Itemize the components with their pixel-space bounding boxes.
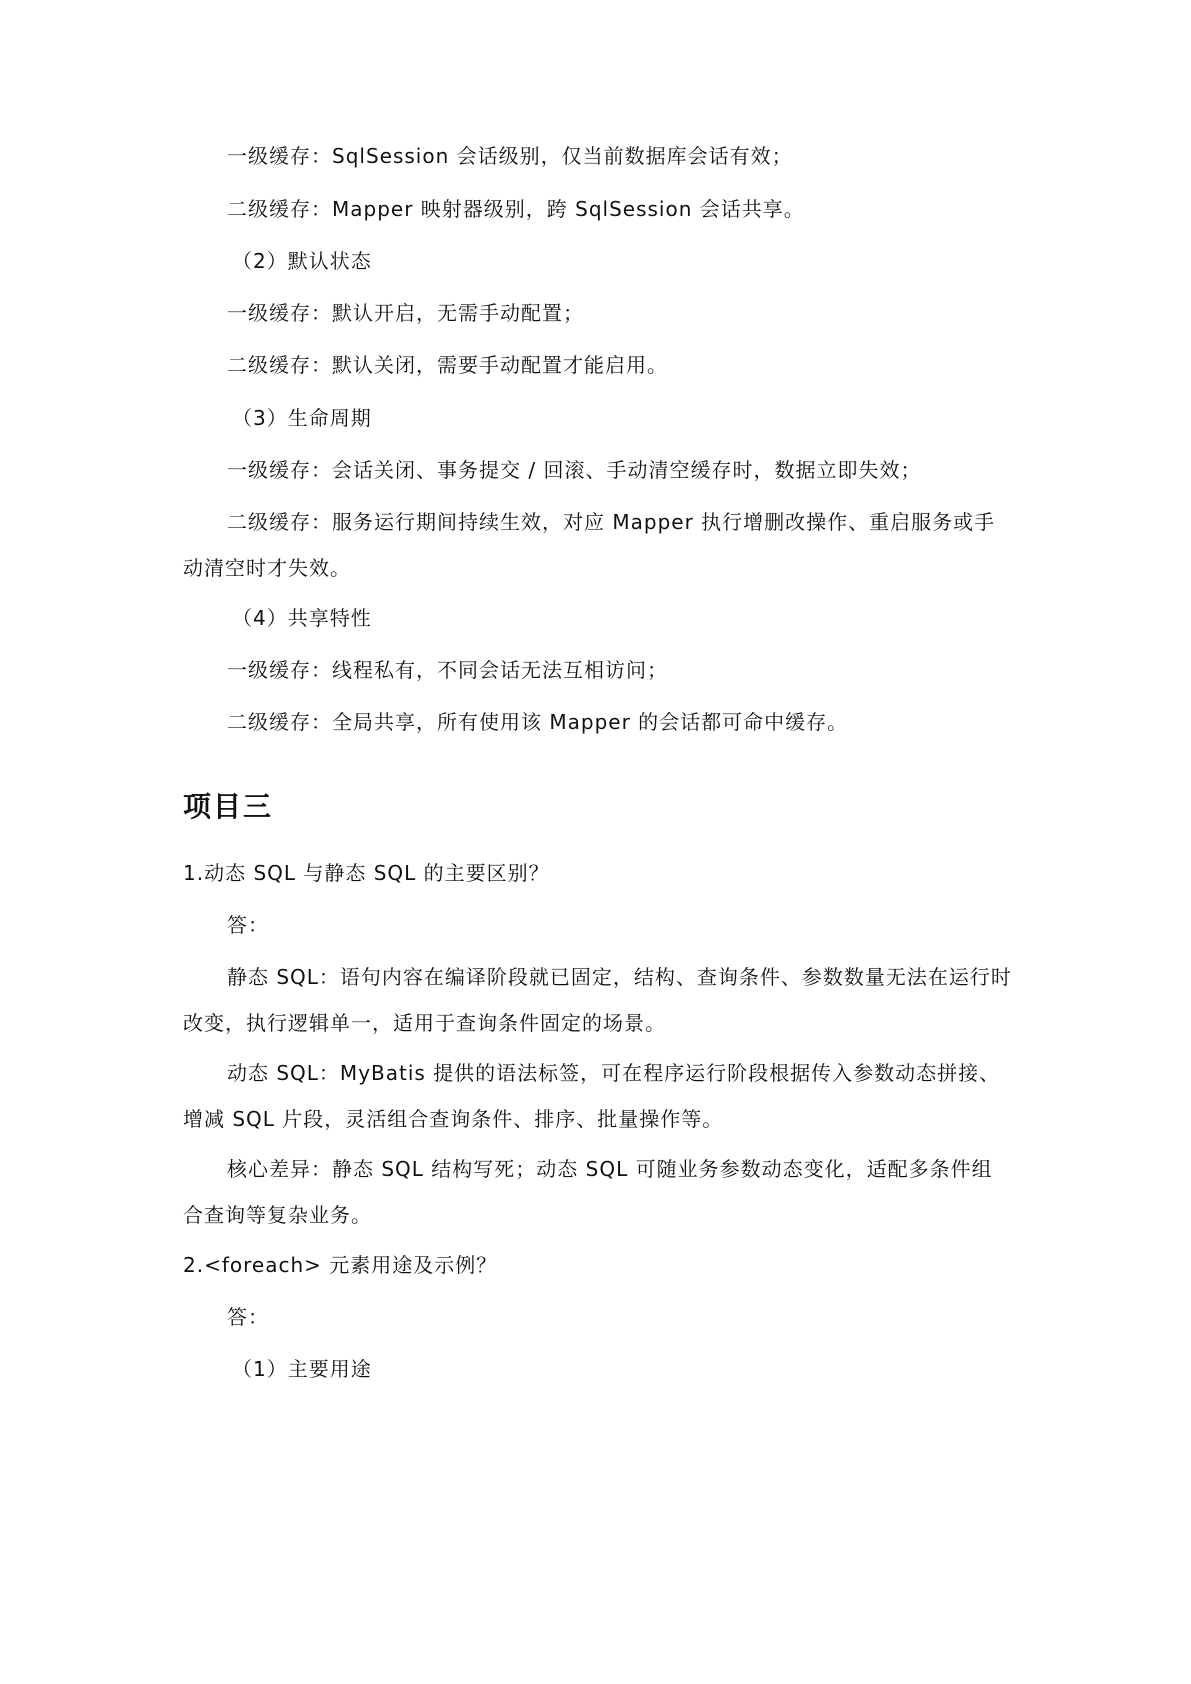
- answer-2-label: 答：: [227, 1305, 269, 1329]
- question-2: 2.<foreach> 元素用途及示例？: [183, 1253, 498, 1277]
- paragraph-l2-shared: 二级缓存：全局共享，所有使用该 Mapper 的会话都可命中缓存。: [227, 710, 849, 734]
- paragraph-l1-default: 一级缓存：默认开启，无需手动配置；: [227, 301, 584, 325]
- section-title: 项目三: [183, 790, 274, 823]
- answer-1-label: 答：: [227, 913, 269, 937]
- paragraph-l2-cache-scope: 二级缓存：Mapper 映射器级别，跨 SqlSession 会话共享。: [227, 197, 805, 221]
- answer-1-core-difference: 核心差异：静态 SQL 结构写死；动态 SQL 可随业务参数动态变化，适配多条件组合查询等复杂业务。: [183, 1157, 993, 1227]
- paragraph-l1-cache-scope: 一级缓存：SqlSession 会话级别，仅当前数据库会话有效；: [227, 144, 793, 168]
- paragraph-l1-lifecycle: 一级缓存：会话关闭、事务提交 / 回滚、手动清空缓存时，数据立即失效；: [227, 458, 922, 482]
- question-1: 1.动态 SQL 与静态 SQL 的主要区别？: [183, 861, 550, 885]
- paragraph-l2-default: 二级缓存：默认关闭，需要手动配置才能启用。: [227, 353, 668, 377]
- subheading-main-usage: （1）主要用途: [232, 1357, 372, 1381]
- subheading-default-state: （2）默认状态: [232, 249, 372, 273]
- subheading-lifecycle: （3）生命周期: [232, 406, 372, 430]
- answer-1-static-sql: 静态 SQL：语句内容在编译阶段就已固定，结构、查询条件、参数数量无法在运行时改变，执行逻辑单一，适用于查询条件固定的场景。: [183, 965, 1012, 1035]
- answer-1-dynamic-sql: 动态 SQL：MyBatis 提供的语法标签，可在程序运行阶段根据传入参数动态拼接、增减 SQL 片段，灵活组合查询条件、排序、批量操作等。: [183, 1061, 1001, 1131]
- subheading-shared: （4）共享特性: [232, 606, 372, 630]
- paragraph-l2-lifecycle: 二级缓存：服务运行期间持续生效，对应 Mapper 执行增删改操作、重启服务或手动清空时才失效。: [183, 510, 996, 580]
- paragraph-l1-shared: 一级缓存：线程私有，不同会话无法互相访问；: [227, 658, 668, 682]
